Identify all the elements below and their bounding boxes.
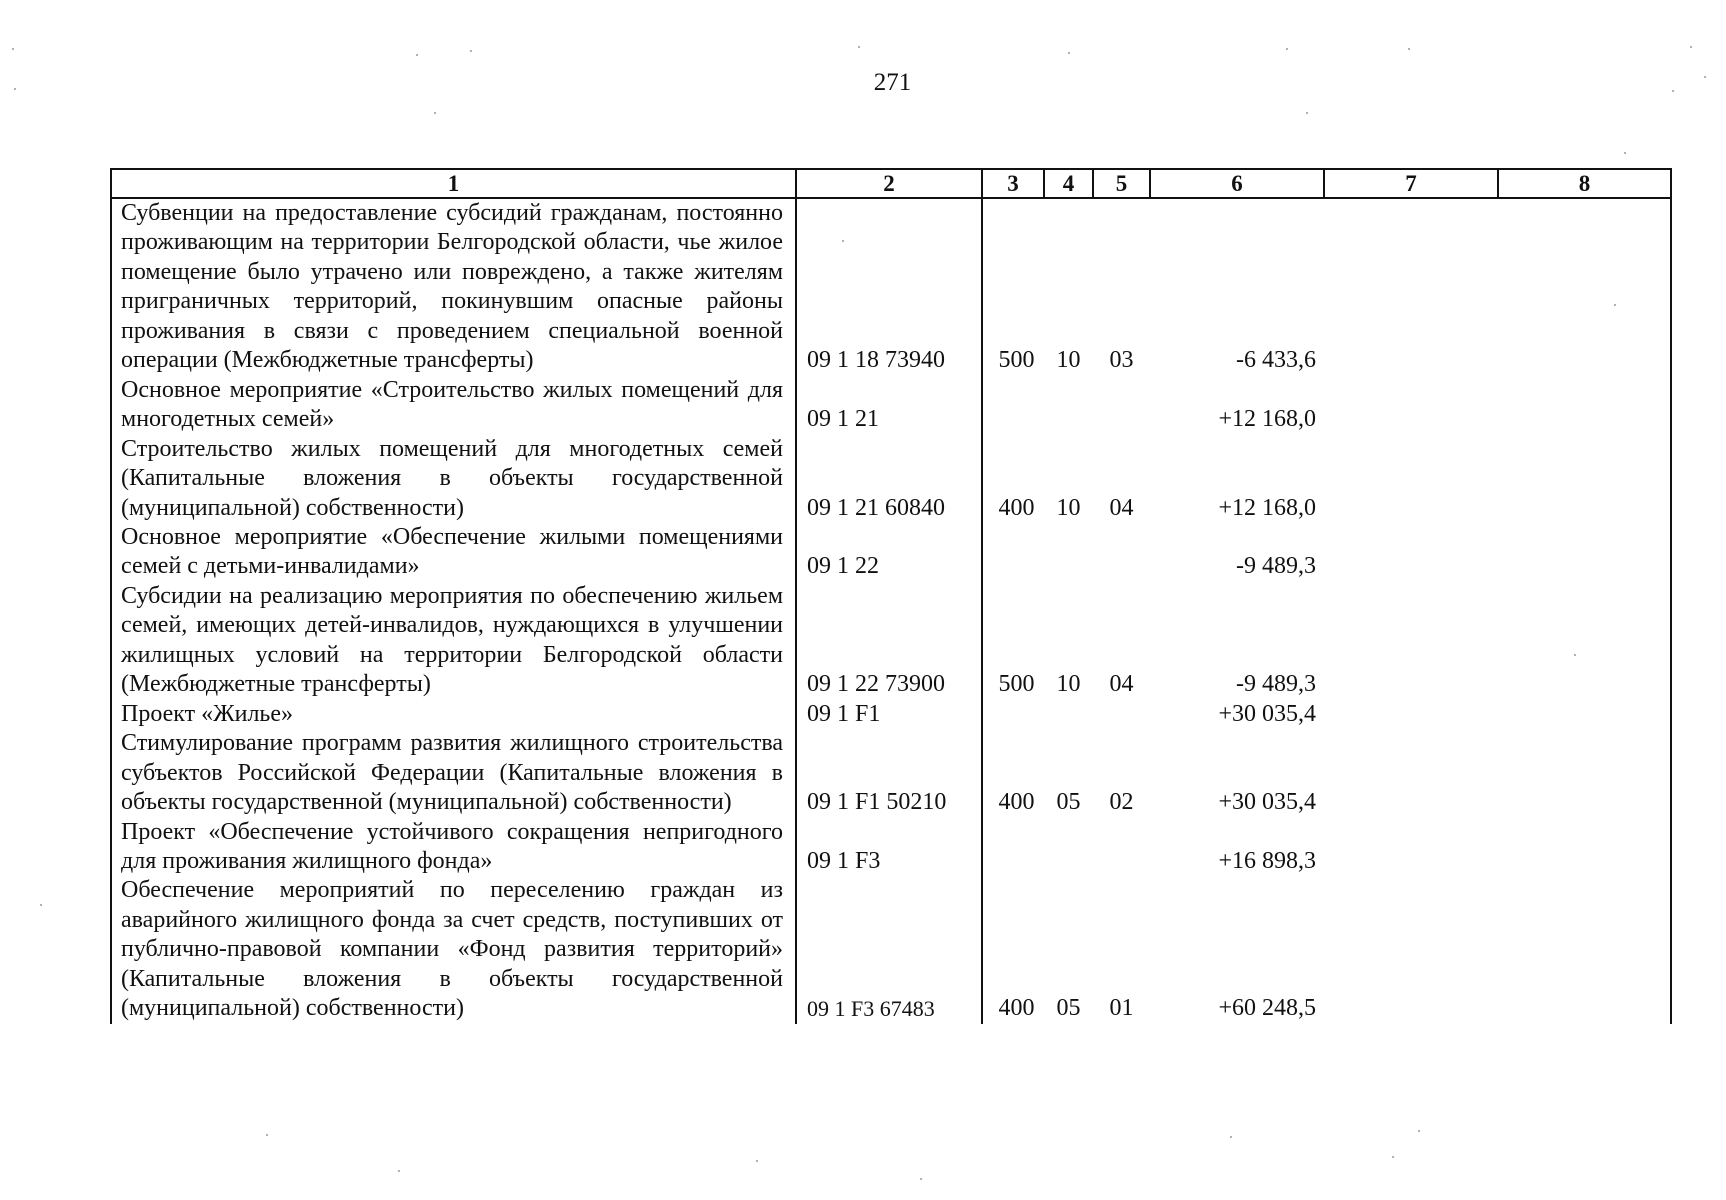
row-col-3: [982, 376, 1044, 435]
header-row: [111, 169, 1671, 198]
row-description: Проект «Обеспечение устойчивого сокращения непригодного для проживания жилищного фонда»: [111, 818, 796, 877]
row-description: Основное мероприятие «Строительство жилых помещений для многодетных семей»: [111, 376, 796, 435]
table-row: [111, 876, 1671, 1023]
row-col-8: [1498, 729, 1671, 817]
row-code: 09 1 22: [796, 523, 982, 582]
row-col-5: 03: [1109, 347, 1134, 374]
row-amount: -9 489,3: [1236, 553, 1316, 580]
header-col-7: 7: [1324, 169, 1498, 198]
row-col-8: [1498, 523, 1671, 582]
row-amount: +60 248,5: [1218, 995, 1316, 1022]
row-amount: +30 035,4: [1218, 700, 1316, 727]
table-row: [111, 435, 1671, 523]
row-col-4: [1044, 700, 1093, 729]
row-col-5: 04: [1109, 494, 1134, 521]
row-col-7: [1324, 818, 1498, 877]
row-col-3: [982, 700, 1044, 729]
row-col-4: [1044, 818, 1093, 877]
table-row: [111, 582, 1671, 700]
row-code: 09 1 21 60840: [796, 435, 982, 523]
row-col-3: 400: [998, 494, 1035, 521]
row-col-3: 400: [998, 789, 1035, 816]
row-description: Обеспечение мероприятий по переселению граждан из аварийного жилищного фонда за счет средств, поступивших от публично-правовой компании «Фонд развития территорий» (Капитальные вложения в объекты государственной (муниципальной) собственности): [111, 876, 796, 1023]
row-description: Строительство жилых помещений для многодетных семей (Капитальные вложения в объекты государственной (муниципальной) собственности): [111, 435, 796, 523]
row-amount: +12 168,0: [1218, 406, 1316, 433]
table-row: [111, 523, 1671, 582]
row-col-8: [1498, 700, 1671, 729]
row-code: 09 1 21: [796, 376, 982, 435]
row-col-5: [1093, 376, 1150, 435]
table-row: [111, 376, 1671, 435]
row-col-8: [1498, 376, 1671, 435]
row-description: Основное мероприятие «Обеспечение жилыми помещениями семей с детьми-инвалидами»: [111, 523, 796, 582]
row-amount: +16 898,3: [1218, 847, 1316, 874]
row-code: 09 1 22 73900: [796, 582, 982, 700]
header-col-6: 6: [1150, 169, 1324, 198]
header-col-2: 2: [796, 169, 982, 198]
budget-table: [110, 168, 1672, 1024]
row-col-7: [1324, 876, 1498, 1023]
table-row: [111, 818, 1671, 877]
row-col-7: [1324, 523, 1498, 582]
row-code: 09 1 F3: [796, 818, 982, 877]
row-col-8: [1498, 876, 1671, 1023]
header-col-5: 5: [1093, 169, 1150, 198]
row-col-5: 04: [1109, 671, 1134, 698]
row-amount: -6 433,6: [1236, 347, 1316, 374]
row-amount: -9 489,3: [1236, 671, 1316, 698]
row-col-4: 05: [1056, 995, 1081, 1022]
header-col-4: 4: [1044, 169, 1093, 198]
row-col-7: [1324, 198, 1498, 376]
row-col-8: [1498, 582, 1671, 700]
row-col-7: [1324, 582, 1498, 700]
row-col-4: [1044, 376, 1093, 435]
row-code: 09 1 18 73940: [796, 198, 982, 376]
row-col-7: [1324, 729, 1498, 817]
table-body: [111, 198, 1671, 1024]
table-row: [111, 198, 1671, 376]
row-col-5: 02: [1109, 789, 1134, 816]
row-col-3: 500: [998, 347, 1035, 374]
row-col-3: [982, 523, 1044, 582]
row-description: Субвенции на предоставление субсидий гражданам, постоянно проживающим на территории Белгородской области, чье жилое помещение было утрачено или повреждено, а также жителям приграничных территорий, покинувшим опасные районы проживания в связи с проведением специальной военной операции (Межбюджетные трансферты): [111, 198, 796, 376]
row-col-8: [1498, 818, 1671, 877]
table-row: [111, 700, 1671, 729]
row-col-3: 500: [998, 671, 1035, 698]
row-col-5: [1093, 700, 1150, 729]
row-col-3: [982, 818, 1044, 877]
row-col-3: 400: [998, 995, 1035, 1022]
row-code: 09 1 F1: [796, 700, 982, 729]
table-row: [111, 729, 1671, 817]
row-col-7: [1324, 435, 1498, 523]
row-description: Проект «Жилье»: [111, 700, 796, 729]
row-amount: +30 035,4: [1218, 789, 1316, 816]
row-col-5: 01: [1109, 995, 1134, 1022]
row-col-4: 05: [1056, 789, 1081, 816]
table-header: [111, 169, 1671, 198]
header-col-8: 8: [1498, 169, 1671, 198]
row-col-8: [1498, 435, 1671, 523]
row-code: 09 1 F1 50210: [796, 729, 982, 817]
row-col-4: 10: [1056, 347, 1081, 374]
row-col-4: 10: [1056, 494, 1081, 521]
row-col-5: [1093, 523, 1150, 582]
row-col-7: [1324, 376, 1498, 435]
header-col-1: 1: [111, 169, 796, 198]
row-col-4: [1044, 523, 1093, 582]
page-number: 271: [873, 69, 912, 96]
row-description: Субсидии на реализацию мероприятия по обеспечению жильем семей, имеющих детей-инвалидов, нуждающихся в улучшении жилищных условий на территории Белгородской области (Межбюджетные трансферты): [111, 582, 796, 700]
row-col-5: [1093, 818, 1150, 877]
row-description: Стимулирование программ развития жилищного строительства субъектов Российской Федерации (Капитальные вложения в объекты государственной (муниципальной) собственности): [111, 729, 796, 817]
header-col-3: 3: [982, 169, 1044, 198]
row-code: 09 1 F3 67483: [796, 876, 982, 1023]
row-amount: +12 168,0: [1218, 494, 1316, 521]
row-col-4: 10: [1056, 671, 1081, 698]
row-col-7: [1324, 700, 1498, 729]
row-col-8: [1498, 198, 1671, 376]
